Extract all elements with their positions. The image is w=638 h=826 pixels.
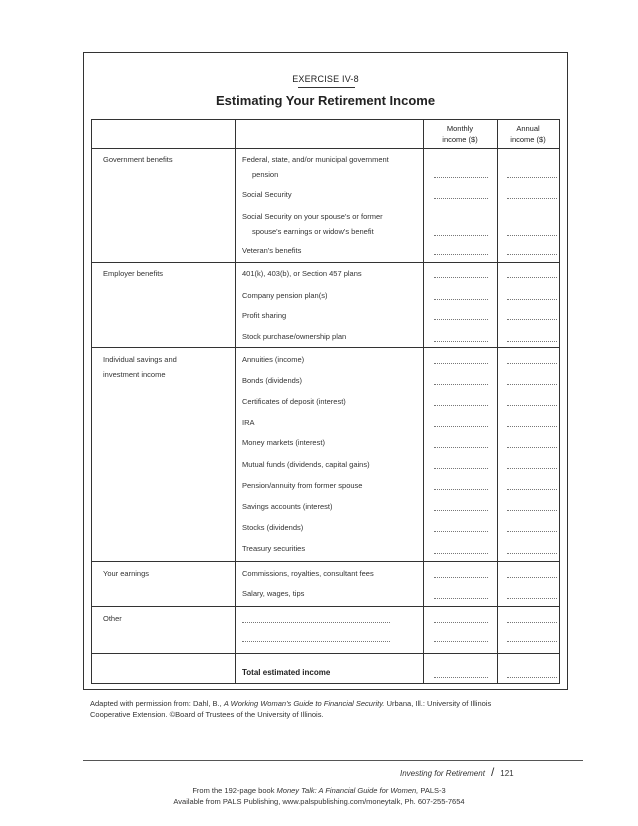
monthly-blank[interactable] bbox=[434, 468, 488, 469]
monthly-blank[interactable] bbox=[434, 405, 488, 406]
item-mutual-funds: Mutual funds (dividends, capital gains) bbox=[242, 460, 370, 469]
retirement-income-table bbox=[91, 119, 560, 684]
monthly-blank[interactable] bbox=[434, 384, 488, 385]
annual-blank[interactable] bbox=[507, 641, 557, 642]
monthly-blank[interactable] bbox=[434, 254, 488, 255]
monthly-blank[interactable] bbox=[434, 319, 488, 320]
annual-blank[interactable] bbox=[507, 198, 557, 199]
monthly-blank[interactable] bbox=[434, 447, 488, 448]
item-money-markets: Money markets (interest) bbox=[242, 438, 325, 447]
annual-blank[interactable] bbox=[507, 577, 557, 578]
annual-blank[interactable] bbox=[507, 468, 557, 469]
monthly-blank[interactable] bbox=[434, 198, 488, 199]
annual-blank[interactable] bbox=[507, 363, 557, 364]
header-rule bbox=[92, 148, 559, 149]
category-your-earnings: Your earnings bbox=[103, 569, 150, 578]
exercise-label: EXERCISE IV-8 bbox=[292, 74, 359, 84]
monthly-blank[interactable] bbox=[434, 489, 488, 490]
annual-blank[interactable] bbox=[507, 405, 557, 406]
annual-blank[interactable] bbox=[507, 622, 557, 623]
item-stocks: Stocks (dividends) bbox=[242, 523, 304, 532]
section-rule bbox=[92, 347, 559, 348]
monthly-blank[interactable] bbox=[434, 341, 488, 342]
monthly-blank[interactable] bbox=[434, 235, 488, 236]
annual-blank[interactable] bbox=[507, 235, 557, 236]
annual-blank[interactable] bbox=[507, 426, 557, 427]
category-employer-benefits: Employer benefits bbox=[103, 269, 164, 278]
annual-blank[interactable] bbox=[507, 299, 557, 300]
total-estimated-income-label: Total estimated income bbox=[242, 668, 331, 677]
annual-blank[interactable] bbox=[507, 177, 557, 178]
column-divider bbox=[423, 120, 424, 683]
annual-blank[interactable] bbox=[507, 319, 557, 320]
footer-slash: / bbox=[490, 765, 495, 779]
running-footer bbox=[400, 765, 514, 779]
monthly-blank[interactable] bbox=[434, 553, 488, 554]
item-company-pension: Company pension plan(s) bbox=[242, 291, 328, 300]
item-veterans-benefits: Veteran's benefits bbox=[242, 246, 302, 255]
item-stock-purchase: Stock purchase/ownership plan bbox=[242, 332, 347, 341]
monthly-blank[interactable] bbox=[434, 363, 488, 364]
annual-blank[interactable] bbox=[507, 341, 557, 342]
item-certificates-of-deposit: Certificates of deposit (interest) bbox=[242, 397, 346, 406]
section-rule bbox=[92, 606, 559, 607]
monthly-blank[interactable] bbox=[434, 641, 488, 642]
source-credit: Adapted with permission from: Dahl, B., A Working Woman's Guide to Financial Security. Urbana, Ill.: University of Illinois Cooperative Extension. ©Board of Trustees of the University of Illinois. bbox=[90, 699, 492, 719]
item-salary-wages-tips: Salary, wages, tips bbox=[242, 589, 305, 598]
item-spouse-social-security: Social Security on your spouse's or former spouse's earnings or widow's benefit bbox=[242, 212, 383, 236]
item-municipal-pension: Federal, state, and/or municipal government pension bbox=[242, 155, 389, 179]
monthly-blank[interactable] bbox=[434, 299, 488, 300]
section-rule bbox=[92, 653, 559, 654]
item-bonds: Bonds (dividends) bbox=[242, 376, 303, 385]
exercise-box bbox=[83, 52, 568, 690]
category-individual-savings: Individual savings and investment income bbox=[103, 355, 177, 379]
annual-blank[interactable] bbox=[507, 254, 557, 255]
footer-rule bbox=[83, 760, 583, 761]
section-name: Investing for Retirement bbox=[400, 769, 485, 778]
other-write-in-line[interactable] bbox=[242, 622, 390, 623]
item-profit-sharing: Profit sharing bbox=[242, 311, 287, 320]
section-rule bbox=[92, 262, 559, 263]
item-pension-former-spouse: Pension/annuity from former spouse bbox=[242, 481, 363, 490]
annual-blank[interactable] bbox=[507, 553, 557, 554]
section-rule bbox=[92, 561, 559, 562]
item-savings-accounts: Savings accounts (interest) bbox=[242, 502, 333, 511]
monthly-blank[interactable] bbox=[434, 531, 488, 532]
total-monthly-blank[interactable] bbox=[434, 677, 488, 678]
column-divider bbox=[497, 120, 498, 683]
annual-blank[interactable] bbox=[507, 489, 557, 490]
monthly-blank[interactable] bbox=[434, 622, 488, 623]
category-government-benefits: Government benefits bbox=[103, 155, 173, 164]
monthly-blank[interactable] bbox=[434, 598, 488, 599]
annual-income-header: Annual income ($) bbox=[510, 124, 546, 144]
item-commissions: Commissions, royalties, consultant fees bbox=[242, 569, 374, 578]
monthly-blank[interactable] bbox=[434, 577, 488, 578]
annual-blank[interactable] bbox=[507, 384, 557, 385]
monthly-blank[interactable] bbox=[434, 510, 488, 511]
annual-blank[interactable] bbox=[507, 531, 557, 532]
monthly-blank[interactable] bbox=[434, 177, 488, 178]
monthly-income-header: Monthly income ($) bbox=[442, 124, 478, 144]
item-treasury-securities: Treasury securities bbox=[242, 544, 306, 553]
annual-blank[interactable] bbox=[507, 598, 557, 599]
item-social-security: Social Security bbox=[242, 190, 292, 199]
page-number: 121 bbox=[500, 769, 514, 778]
annual-blank[interactable] bbox=[507, 447, 557, 448]
total-annual-blank[interactable] bbox=[507, 677, 557, 678]
monthly-blank[interactable] bbox=[434, 426, 488, 427]
monthly-blank[interactable] bbox=[434, 277, 488, 278]
other-write-in-line[interactable] bbox=[242, 641, 390, 642]
item-ira: IRA bbox=[242, 418, 255, 427]
annual-blank[interactable] bbox=[507, 510, 557, 511]
column-divider bbox=[235, 120, 236, 683]
item-annuities: Annuities (income) bbox=[242, 355, 305, 364]
category-other: Other bbox=[103, 614, 122, 623]
exercise-label-rule bbox=[298, 87, 355, 88]
item-401k: 401(k), 403(b), or Section 457 plans bbox=[242, 269, 362, 278]
publisher-note: From the 192-page book Money Talk: A Financial Guide for Women, PALS-3 Available from PALS Publishing, www.palspublishing.com/moneytalk, Ph. 607-255-7654 bbox=[173, 786, 465, 806]
annual-blank[interactable] bbox=[507, 277, 557, 278]
exercise-title: Estimating Your Retirement Income bbox=[215, 93, 436, 108]
